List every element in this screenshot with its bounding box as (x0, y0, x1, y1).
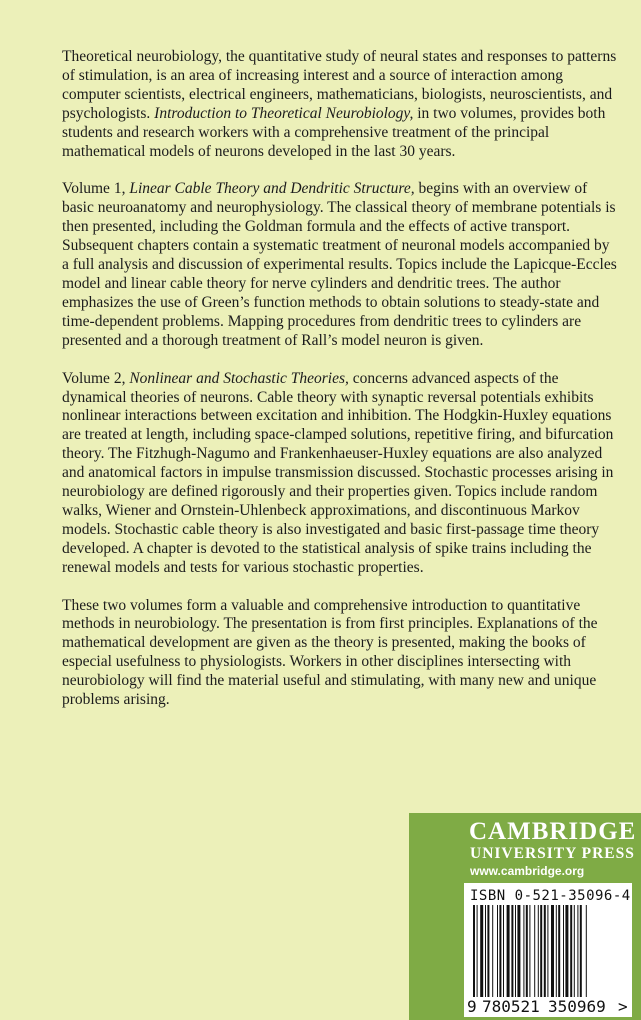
barcode-bar (529, 905, 530, 997)
barcode-bar (556, 905, 557, 997)
barcode-bar (515, 905, 516, 997)
barcode-bar (477, 905, 478, 997)
barcode-bar (574, 905, 575, 997)
barcode-bar (480, 905, 483, 997)
barcode-bar (503, 905, 504, 997)
isbn-label: ISBN 0-521-35096-4 (470, 888, 631, 904)
barcode-bar (473, 905, 475, 997)
barcode-bar (586, 905, 587, 997)
barcode-bar (534, 905, 535, 997)
barcode-bar (558, 905, 560, 997)
barcode-bar (497, 905, 498, 997)
paragraph-1: Theoretical neurobiology, the quantitative study of neural states and responses to patterns of stimulation, is an area of increasing interest and a source of interaction among computer scientists, electrical engineers, mathematicians, biologists, neuroscientists, and psychologists. Introduction to Theoretical Neurobiology, in two volumes, provides both students and research workers with a comprehensive treatment of the principal mathematical models of neurons developed in the last 30 years. (62, 48, 617, 160)
barcode-bar (577, 905, 578, 997)
barcode-bar (507, 905, 510, 997)
barcode-bar (499, 905, 501, 997)
barcode-bar (563, 905, 564, 997)
barcode-bar (580, 905, 582, 997)
barcode-bar (565, 905, 568, 997)
publisher-url[interactable]: www.cambridge.org (470, 864, 585, 878)
barcode-bar (547, 905, 548, 997)
barcode-bar (492, 905, 493, 997)
back-cover-description (62, 48, 618, 729)
barcode-bar (551, 905, 554, 997)
barcode-icon (473, 905, 623, 997)
barcode-bar (526, 905, 528, 997)
barcode-bar (487, 905, 489, 997)
barcode-bar (485, 905, 486, 997)
publisher-logo: CAMBRIDGE (469, 818, 637, 845)
paragraph-3: Volume 2, Nonlinear and Stochastic Theories, concerns advanced aspects of the dynamical theories of neurons. Cable theory with synaptic reversal potentials exhibits nonlinear interactions between excitation and inhibition. The Hodgkin-Huxley equations are treated at length, including space-clamped solutions, repetitive firing, and bifurcation theory. The Fitzhugh-Nagumo and Frankenhaeuser-Huxley equations are also analyzed and anatomical factors in impulse transmission discussed. Stochastic processes arising in neurobiology are defined rigorously and their properties given. Topics include random walks, Wiener and Ornstein-Uhlenbeck approximations, and discontinuous Markov models. Stochastic cable theory is also investigated and basic first-passage time theory developed. A chapter is devoted to the statistical analysis of spike trains including the renewal models and tests for various stochastic properties. (62, 369, 614, 576)
barcode-bar (538, 905, 539, 997)
barcode-bar (540, 905, 542, 997)
barcode-bar (517, 905, 520, 997)
barcode-bar (570, 905, 572, 997)
barcode-bar (523, 905, 524, 997)
publisher-subtitle: UNIVERSITY PRESS (470, 845, 635, 862)
paragraph-2: Volume 1, Linear Cable Theory and Dendritic Structure, begins with an overview of basic neuroanatomy and neurophysiology. The classical theory of membrane potentials is then presented, including the Goldman formula and the effects of active transport. Subsequent chapters contain a systematic treatment of neuronal models accompanied by a full analysis and discussion of experimental results. Topics include the Lapicque-Eccles model and linear cable theory for nerve cylinders and dendritic trees. The author emphasizes the use of Green’s function methods to obtain solutions to steady-state and time-dependent problems. Mapping procedures from dendritic trees to cylinders are presented and a thorough treatment of Rall’s model neuron is given. (62, 180, 617, 349)
paragraph-4: These two volumes form a valuable and comprehensive introduction to quantitative methods in neurobiology. The presentation is from first principles. Explanations of the mathematical development are given as the theory is presented, making the books of especial usefulness to physiologists. Workers in other disciplines intersecting with neurobiology will find the material useful and stimulating, with many new and unique problems arising. (62, 596, 598, 709)
barcode-bar (544, 905, 546, 997)
barcode-bar (511, 905, 513, 997)
